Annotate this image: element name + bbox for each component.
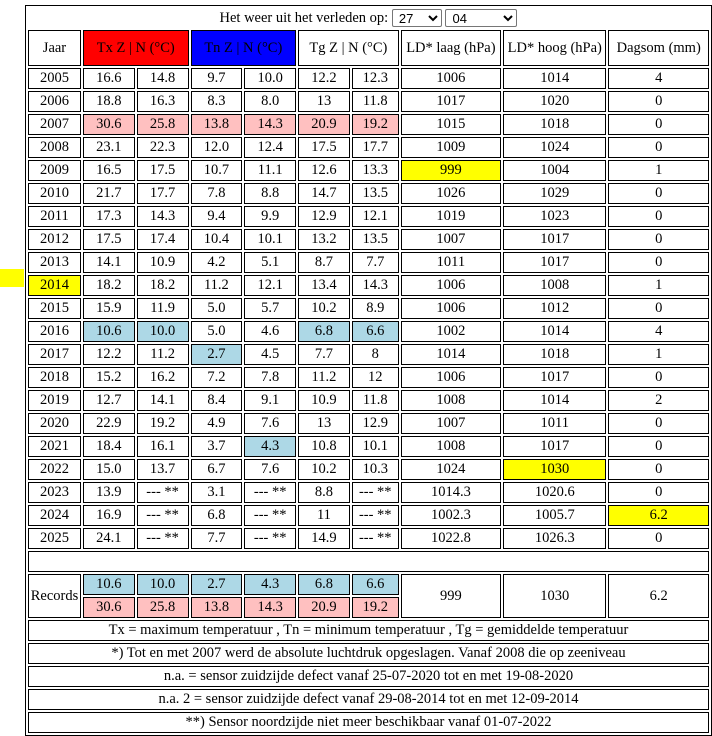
year-cell: 2014: [28, 275, 81, 296]
year-row: [28, 367, 709, 388]
cell-ld-low: 1002.3: [401, 505, 501, 526]
records-row-low: [28, 574, 709, 595]
cell-tg-n: 13.3: [352, 160, 399, 181]
cell-rain: 1: [608, 344, 709, 365]
cell-ld-high: 1023: [503, 206, 606, 227]
cell-tn-z: 12.0: [191, 137, 243, 158]
cell-ld-high: 1026.3: [503, 528, 606, 549]
cell-ld-high: 1018: [503, 114, 606, 135]
cell-tn-n: 12.1: [244, 275, 296, 296]
cell-tx-z: 14.1: [83, 252, 135, 273]
cell-rain: 0: [608, 436, 709, 457]
cell-tx-n: 25.8: [137, 114, 189, 135]
cell-tn-z: 2.7: [191, 344, 243, 365]
note-row: [28, 712, 709, 733]
cell-tx-n: 16.1: [137, 436, 189, 457]
year-row: [28, 321, 709, 342]
date-picker-label: Het weer uit het verleden op:: [219, 9, 389, 26]
year-row: [28, 390, 709, 411]
cell-tg-n: 10.1: [352, 436, 399, 457]
cell-tx-n: 19.2: [137, 413, 189, 434]
cell-tg-n: 7.7: [352, 252, 399, 273]
cell-tn-z: 8.4: [191, 390, 243, 411]
cell-ld-high: 1004: [503, 160, 606, 181]
cell-ld-high: 1017: [503, 252, 606, 273]
cell-tg-z: 11.2: [298, 367, 350, 388]
note-text: *) Tot en met 2007 werd de absolute luchtdruk opgeslagen. Vanaf 2008 die op zeeniveau: [28, 643, 709, 664]
cell-rain: 0: [608, 114, 709, 135]
cell-tx-z: 18.2: [83, 275, 135, 296]
cell-tx-z: 22.9: [83, 413, 135, 434]
cell-tx-z: 15.9: [83, 298, 135, 319]
cell-ld-low: 1011: [401, 252, 501, 273]
header-ld-low: LD* laag (hPa): [401, 30, 501, 66]
cell-rain: 0: [608, 413, 709, 434]
cell-tg-n: 11.8: [352, 91, 399, 112]
cell-rain: 0: [608, 528, 709, 549]
cell-tg-z: 6.8: [298, 321, 350, 342]
header-tn: Tn Z | N (°C): [191, 30, 297, 66]
cell-tg-z: 10.2: [298, 298, 350, 319]
cell-tg-n: 17.7: [352, 137, 399, 158]
year-cell: 2015: [28, 298, 81, 319]
year-row: [28, 275, 709, 296]
year-row: [28, 436, 709, 457]
cell-ld-high: 1014: [503, 390, 606, 411]
cell-tg-z: 12.2: [298, 68, 350, 89]
cell-tg-n: 8: [352, 344, 399, 365]
record-high-tx-z: 30.6: [83, 597, 135, 618]
cell-tx-z: 17.5: [83, 229, 135, 250]
records-label: Records: [28, 574, 81, 618]
cell-tn-n: 12.4: [244, 137, 296, 158]
cell-ld-low: 1017: [401, 91, 501, 112]
year-cell: 2016: [28, 321, 81, 342]
cell-tn-z: 9.4: [191, 206, 243, 227]
cell-tg-n: 13.5: [352, 229, 399, 250]
cell-ld-high: 1029: [503, 183, 606, 204]
cell-tn-n: 7.6: [244, 459, 296, 480]
record-low-tx-z: 10.6: [83, 574, 135, 595]
cell-rain: 0: [608, 229, 709, 250]
year-row: [28, 183, 709, 204]
cell-tn-z: 8.3: [191, 91, 243, 112]
cell-tx-n: 14.8: [137, 68, 189, 89]
cell-ld-low: 1006: [401, 275, 501, 296]
cell-rain: 0: [608, 298, 709, 319]
cell-ld-low: 1008: [401, 390, 501, 411]
record-rain: 6.2: [608, 574, 709, 618]
cell-tg-n: 12: [352, 367, 399, 388]
cell-tn-n: --- **: [244, 528, 296, 549]
cell-rain: 6.2: [608, 505, 709, 526]
cell-tx-n: 22.3: [137, 137, 189, 158]
cell-tx-z: 18.4: [83, 436, 135, 457]
cell-rain: 0: [608, 459, 709, 480]
record-low-tx-n: 10.0: [137, 574, 189, 595]
cell-tx-n: 17.4: [137, 229, 189, 250]
cell-ld-high: 1012: [503, 298, 606, 319]
current-year-marker: [0, 269, 24, 287]
cell-ld-high: 1017: [503, 436, 606, 457]
cell-ld-low: 1014.3: [401, 482, 501, 503]
cell-tg-n: --- **: [352, 505, 399, 526]
cell-tg-z: 10.8: [298, 436, 350, 457]
cell-ld-low: 1006: [401, 298, 501, 319]
cell-tg-z: 17.5: [298, 137, 350, 158]
record-high-tn-n: 14.3: [244, 597, 296, 618]
cell-ld-low: 1026: [401, 183, 501, 204]
cell-tn-n: 9.1: [244, 390, 296, 411]
cell-tx-n: 11.2: [137, 344, 189, 365]
cell-tg-z: 20.9: [298, 114, 350, 135]
cell-tn-z: 6.7: [191, 459, 243, 480]
header-year: Jaar: [28, 30, 81, 66]
year-cell: 2008: [28, 137, 81, 158]
year-cell: 2021: [28, 436, 81, 457]
year-cell: 2012: [28, 229, 81, 250]
header-ld-high: LD* hoog (hPa): [503, 30, 606, 66]
cell-tn-n: 5.7: [244, 298, 296, 319]
year-row: [28, 413, 709, 434]
cell-tx-z: 24.1: [83, 528, 135, 549]
cell-tn-z: 10.7: [191, 160, 243, 181]
year-cell: 2006: [28, 91, 81, 112]
cell-tx-z: 23.1: [83, 137, 135, 158]
cell-tg-z: 11: [298, 505, 350, 526]
cell-tn-z: 5.0: [191, 298, 243, 319]
cell-tg-n: 11.8: [352, 390, 399, 411]
cell-tn-z: 6.8: [191, 505, 243, 526]
cell-tn-n: 4.3: [244, 436, 296, 457]
record-low-tn-n: 4.3: [244, 574, 296, 595]
note-row: [28, 666, 709, 687]
year-row: [28, 206, 709, 227]
header-rain: Dagsom (mm): [608, 30, 709, 66]
cell-tx-z: 10.6: [83, 321, 135, 342]
cell-tg-z: 10.9: [298, 390, 350, 411]
cell-ld-high: 1011: [503, 413, 606, 434]
cell-ld-low: 1007: [401, 413, 501, 434]
year-cell: 2009: [28, 160, 81, 181]
cell-tg-z: 13: [298, 413, 350, 434]
cell-tg-z: 8.8: [298, 482, 350, 503]
cell-tx-z: 13.9: [83, 482, 135, 503]
cell-ld-high: 1030: [503, 459, 606, 480]
cell-tn-n: 5.1: [244, 252, 296, 273]
cell-tx-z: 12.7: [83, 390, 135, 411]
cell-ld-high: 1020.6: [503, 482, 606, 503]
legend-notes: [28, 620, 709, 733]
year-row: [28, 114, 709, 135]
cell-tn-z: 10.4: [191, 229, 243, 250]
cell-tn-z: 13.8: [191, 114, 243, 135]
record-low-tn-z: 2.7: [191, 574, 243, 595]
cell-tx-z: 15.0: [83, 459, 135, 480]
cell-tx-z: 16.5: [83, 160, 135, 181]
note-text: n.a. 2 = sensor zuidzijde defect vanaf 29-08-2014 tot en met 12-09-2014: [28, 689, 709, 710]
note-row: [28, 643, 709, 664]
cell-tn-n: 8.0: [244, 91, 296, 112]
record-high-tg-n: 19.2: [352, 597, 399, 618]
cell-tn-n: 4.5: [244, 344, 296, 365]
cell-tx-n: --- **: [137, 505, 189, 526]
cell-tn-z: 11.2: [191, 275, 243, 296]
year-row: [28, 160, 709, 181]
record-high-tg-z: 20.9: [298, 597, 350, 618]
cell-tx-n: --- **: [137, 482, 189, 503]
note-text: Tx = maximum temperatuur , Tn = minimum temperatuur , Tg = gemiddelde temperatuur: [28, 620, 709, 641]
year-cell: 2023: [28, 482, 81, 503]
cell-tx-z: 16.9: [83, 505, 135, 526]
year-cell: 2007: [28, 114, 81, 135]
cell-rain: 0: [608, 206, 709, 227]
cell-tx-z: 18.8: [83, 91, 135, 112]
cell-tn-z: 5.0: [191, 321, 243, 342]
cell-tg-z: 14.9: [298, 528, 350, 549]
cell-tg-n: 12.9: [352, 413, 399, 434]
year-cell: 2011: [28, 206, 81, 227]
cell-rain: 4: [608, 321, 709, 342]
cell-tx-n: 10.0: [137, 321, 189, 342]
cell-tn-n: --- **: [244, 505, 296, 526]
cell-tg-z: 8.7: [298, 252, 350, 273]
cell-tx-n: 13.7: [137, 459, 189, 480]
note-text: n.a. = sensor zuidzijde defect vanaf 25-07-2020 tot en met 19-08-2020: [28, 666, 709, 687]
cell-ld-low: 1009: [401, 137, 501, 158]
day-select[interactable]: [392, 9, 442, 27]
cell-rain: 0: [608, 183, 709, 204]
cell-tg-z: 13.4: [298, 275, 350, 296]
cell-tn-n: --- **: [244, 482, 296, 503]
cell-tn-n: 7.8: [244, 367, 296, 388]
spacer-row: [28, 551, 709, 572]
records-row-high: [28, 597, 709, 618]
cell-tn-n: 9.9: [244, 206, 296, 227]
record-high-tn-z: 13.8: [191, 597, 243, 618]
record-high-tx-n: 25.8: [137, 597, 189, 618]
cell-tg-n: --- **: [352, 482, 399, 503]
cell-tn-z: 7.8: [191, 183, 243, 204]
weather-history-table: [25, 5, 712, 736]
year-row: [28, 252, 709, 273]
cell-tg-n: 12.1: [352, 206, 399, 227]
cell-tx-z: 15.2: [83, 367, 135, 388]
cell-rain: 1: [608, 275, 709, 296]
cell-tg-n: 19.2: [352, 114, 399, 135]
cell-tn-z: 3.1: [191, 482, 243, 503]
cell-rain: 0: [608, 137, 709, 158]
record-low-tg-z: 6.8: [298, 574, 350, 595]
cell-ld-high: 1024: [503, 137, 606, 158]
year-row: [28, 505, 709, 526]
year-row: [28, 298, 709, 319]
record-low-tg-n: 6.6: [352, 574, 399, 595]
year-row: [28, 91, 709, 112]
year-row: [28, 68, 709, 89]
year-cell: 2019: [28, 390, 81, 411]
record-ld-high: 1030: [503, 574, 606, 618]
date-picker-bar: [28, 8, 709, 28]
weather-history-panel: [25, 5, 712, 736]
cell-tn-n: 14.3: [244, 114, 296, 135]
note-row: [28, 620, 709, 641]
note-row: [28, 689, 709, 710]
cell-tx-n: 14.3: [137, 206, 189, 227]
cell-ld-low: 1002: [401, 321, 501, 342]
cell-ld-high: 1018: [503, 344, 606, 365]
cell-tn-z: 7.2: [191, 367, 243, 388]
cell-tx-z: 21.7: [83, 183, 135, 204]
year-cell: 2010: [28, 183, 81, 204]
year-row: [28, 344, 709, 365]
year-cell: 2005: [28, 68, 81, 89]
cell-tg-z: 12.6: [298, 160, 350, 181]
spacer-cell: [28, 551, 709, 572]
cell-tx-n: 16.2: [137, 367, 189, 388]
cell-tx-z: 16.6: [83, 68, 135, 89]
cell-tn-n: 11.1: [244, 160, 296, 181]
cell-tn-n: 10.0: [244, 68, 296, 89]
cell-tn-n: 7.6: [244, 413, 296, 434]
cell-tx-n: 17.5: [137, 160, 189, 181]
year-row: [28, 229, 709, 250]
cell-rain: 2: [608, 390, 709, 411]
cell-tn-n: 10.1: [244, 229, 296, 250]
cell-ld-low: 1008: [401, 436, 501, 457]
cell-ld-high: 1014: [503, 321, 606, 342]
cell-tx-n: 17.7: [137, 183, 189, 204]
cell-ld-high: 1014: [503, 68, 606, 89]
year-rows: [28, 68, 709, 549]
cell-tg-n: 6.6: [352, 321, 399, 342]
cell-tg-z: 7.7: [298, 344, 350, 365]
cell-ld-low: 1019: [401, 206, 501, 227]
cell-rain: 0: [608, 482, 709, 503]
year-cell: 2018: [28, 367, 81, 388]
year-cell: 2020: [28, 413, 81, 434]
cell-tg-n: 13.5: [352, 183, 399, 204]
cell-tx-z: 17.3: [83, 206, 135, 227]
cell-tx-n: 14.1: [137, 390, 189, 411]
cell-tx-n: 16.3: [137, 91, 189, 112]
year-cell: 2022: [28, 459, 81, 480]
year-row: [28, 137, 709, 158]
year-cell: 2013: [28, 252, 81, 273]
cell-ld-low: 1015: [401, 114, 501, 135]
cell-tg-n: 14.3: [352, 275, 399, 296]
note-text: **) Sensor noordzijde niet meer beschikbaar vanaf 01-07-2022: [28, 712, 709, 733]
cell-tg-n: 8.9: [352, 298, 399, 319]
cell-ld-low: 1006: [401, 367, 501, 388]
cell-tx-n: --- **: [137, 528, 189, 549]
cell-tn-n: 8.8: [244, 183, 296, 204]
cell-tg-n: 12.3: [352, 68, 399, 89]
cell-tn-z: 9.7: [191, 68, 243, 89]
cell-tx-z: 12.2: [83, 344, 135, 365]
year-row: [28, 528, 709, 549]
cell-rain: 4: [608, 68, 709, 89]
header-tx: Tx Z | N (°C): [83, 30, 189, 66]
header-tg: Tg Z | N (°C): [298, 30, 399, 66]
month-select[interactable]: [445, 9, 517, 27]
cell-ld-low: 999: [401, 160, 501, 181]
cell-ld-low: 1006: [401, 68, 501, 89]
cell-ld-high: 1017: [503, 367, 606, 388]
cell-tg-z: 14.7: [298, 183, 350, 204]
cell-ld-high: 1020: [503, 91, 606, 112]
cell-ld-high: 1017: [503, 229, 606, 250]
year-cell: 2024: [28, 505, 81, 526]
year-cell: 2025: [28, 528, 81, 549]
cell-rain: 0: [608, 367, 709, 388]
cell-ld-low: 1022.8: [401, 528, 501, 549]
cell-ld-low: 1014: [401, 344, 501, 365]
cell-tn-z: 4.9: [191, 413, 243, 434]
cell-tx-n: 10.9: [137, 252, 189, 273]
cell-tg-n: --- **: [352, 528, 399, 549]
cell-rain: 0: [608, 252, 709, 273]
cell-tx-n: 11.9: [137, 298, 189, 319]
cell-rain: 0: [608, 91, 709, 112]
cell-tn-z: 4.2: [191, 252, 243, 273]
year-row: [28, 459, 709, 480]
cell-ld-high: 1008: [503, 275, 606, 296]
cell-tg-z: 12.9: [298, 206, 350, 227]
cell-rain: 1: [608, 160, 709, 181]
year-row: [28, 482, 709, 503]
cell-tx-n: 18.2: [137, 275, 189, 296]
cell-tn-z: 3.7: [191, 436, 243, 457]
cell-tx-z: 30.6: [83, 114, 135, 135]
cell-ld-high: 1005.7: [503, 505, 606, 526]
cell-tg-z: 13.2: [298, 229, 350, 250]
cell-tn-n: 4.6: [244, 321, 296, 342]
cell-ld-low: 1024: [401, 459, 501, 480]
cell-tg-n: 10.3: [352, 459, 399, 480]
cell-tn-z: 7.7: [191, 528, 243, 549]
cell-tg-z: 13: [298, 91, 350, 112]
year-cell: 2017: [28, 344, 81, 365]
record-ld-low: 999: [401, 574, 501, 618]
cell-tg-z: 10.2: [298, 459, 350, 480]
cell-ld-low: 1007: [401, 229, 501, 250]
